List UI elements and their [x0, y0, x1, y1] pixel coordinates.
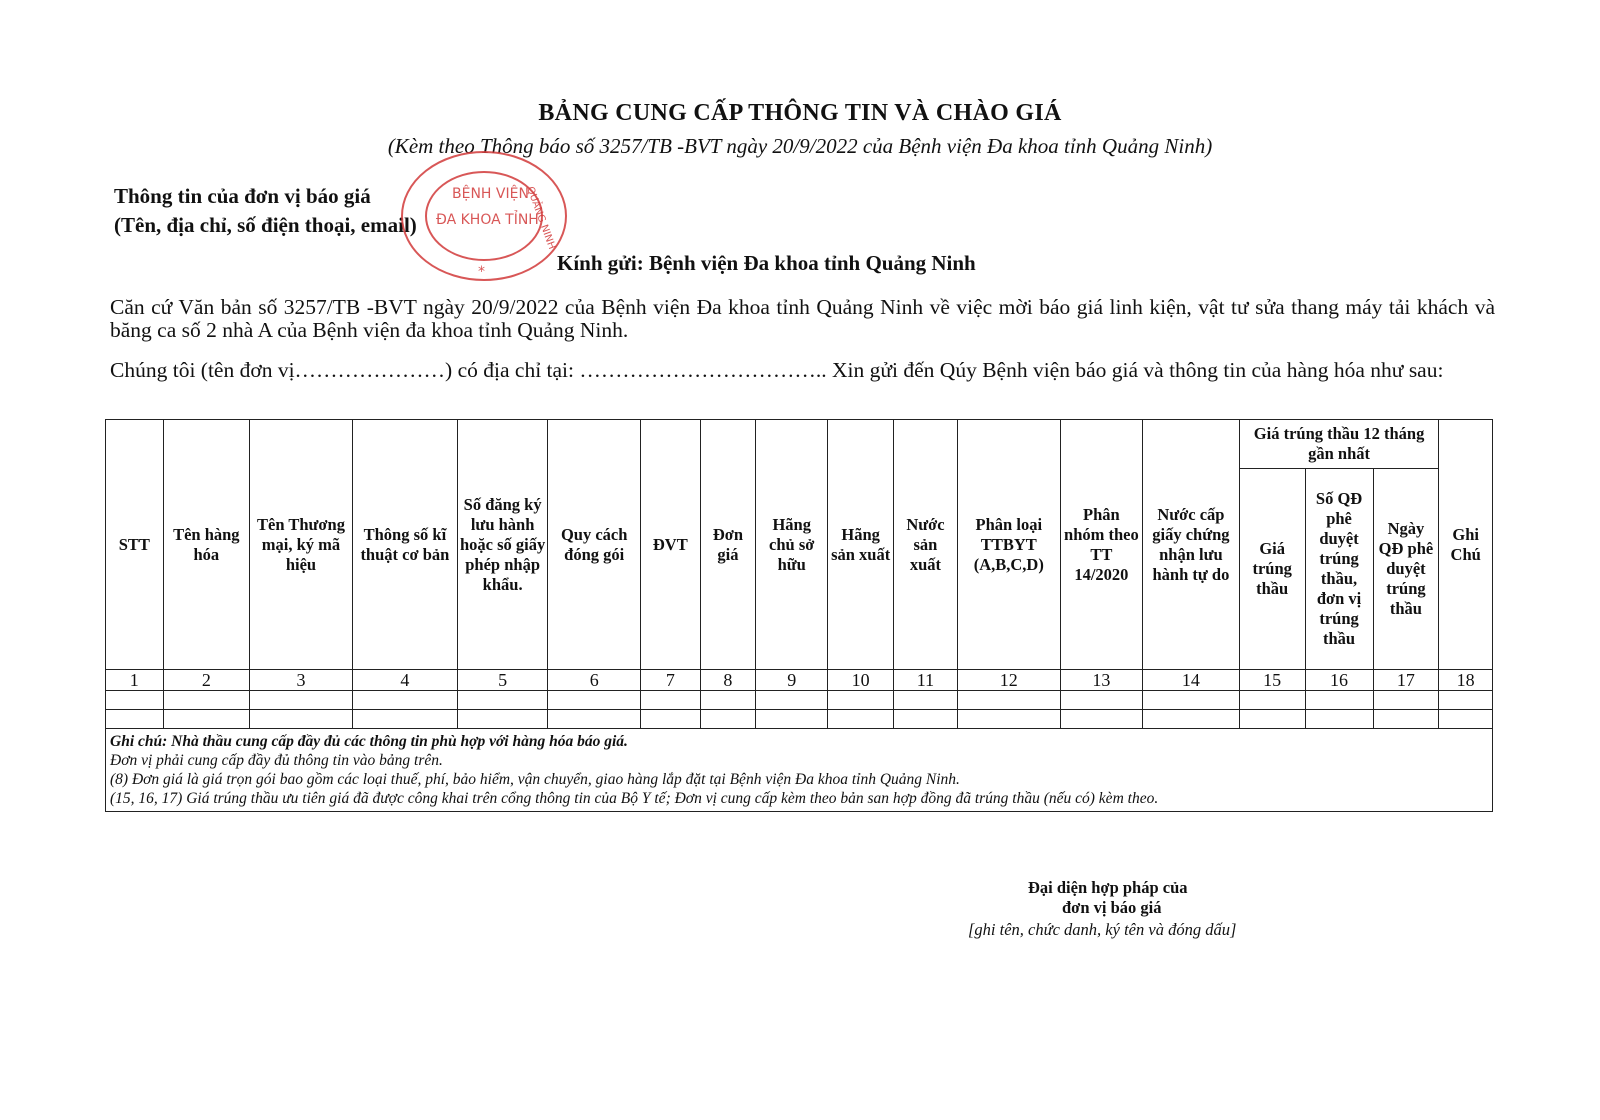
empty-cell: [1439, 691, 1493, 710]
vendor-info-label: Thông tin của đơn vị báo giá: [114, 184, 371, 208]
signature-instruction: [ghi tên, chức danh, ký tên và đóng dấu]: [968, 920, 1237, 939]
empty-cell: [756, 710, 828, 729]
empty-cell: [1305, 691, 1373, 710]
header-group: Phân nhóm theo TT 14/2020: [1060, 420, 1142, 670]
note-line: (15, 16, 17) Giá trúng thầu ưu tiên giá đã được công khai trên cổng thông tin của Bộ Y tế; Đơn vị cung cấp kèm theo bản san hợp đồng đã trúng thầu (nếu có) kèm theo.: [110, 790, 1159, 807]
empty-cell: [1305, 710, 1373, 729]
note-line: Ghi chú: Nhà thầu cung cấp đầy đủ các thông tin phù hợp với hàng hóa báo giá.: [110, 733, 628, 750]
empty-cell: [957, 691, 1060, 710]
header-decision-date: Ngày QĐ phê duyệt trúng thầu: [1373, 469, 1439, 670]
empty-cell: [1439, 710, 1493, 729]
vendor-statement: Chúng tôi (tên đơn vị…………………) có địa chỉ tại: …………………………….. Xin gửi đến Qúy Bệnh viện báo giá và thông tin của hàng hóa như sau:: [110, 358, 1444, 382]
empty-cell: [352, 691, 457, 710]
empty-cell: [106, 710, 164, 729]
empty-cell: [163, 691, 249, 710]
empty-cell: [250, 710, 353, 729]
empty-cell: [548, 710, 641, 729]
header-decision-number: Số QĐ phê duyệt trúng thầu, đơn vị trúng thầu: [1305, 469, 1373, 670]
column-number: 14: [1143, 670, 1240, 691]
note-line: Đơn vị phải cung cấp đầy đủ thông tin vào bảng trên.: [110, 752, 443, 769]
empty-cell: [1060, 710, 1142, 729]
column-number: 4: [352, 670, 457, 691]
empty-cell: [457, 691, 548, 710]
empty-cell: [163, 710, 249, 729]
empty-cell: [1143, 691, 1240, 710]
stamp-text-mid: ĐA KHOA TỈNH: [436, 212, 539, 228]
header-unit-price: Đơn giá: [700, 420, 756, 670]
empty-cell: [828, 691, 894, 710]
column-number: 10: [828, 670, 894, 691]
header-stt: STT: [106, 420, 164, 670]
header-unit: ĐVT: [640, 420, 700, 670]
column-number: 6: [548, 670, 641, 691]
column-number: 3: [250, 670, 353, 691]
empty-cell: [457, 710, 548, 729]
empty-row: [106, 710, 1493, 729]
empty-cell: [756, 691, 828, 710]
stamp-text-ring: QUẢNG NINH: [524, 185, 558, 251]
empty-cell: [1373, 691, 1439, 710]
empty-cell: [1373, 710, 1439, 729]
empty-cell: [250, 691, 353, 710]
column-number: 7: [640, 670, 700, 691]
empty-cell: [894, 691, 958, 710]
empty-cell: [548, 691, 641, 710]
empty-cell: [1239, 710, 1305, 729]
addressee: Kính gửi: Bệnh viện Đa khoa tỉnh Quảng Ninh: [557, 251, 976, 275]
column-number: 8: [700, 670, 756, 691]
document-subtitle: (Kèm theo Thông báo số 3257/TB -BVT ngày 20/9/2022 của Bệnh viện Đa khoa tỉnh Quảng Ninh): [387, 134, 1213, 158]
header-free-sale-country: Nước cấp giấy chứng nhận lưu hành tự do: [1143, 420, 1240, 670]
column-number: 11: [894, 670, 958, 691]
empty-cell: [1060, 691, 1142, 710]
empty-cell: [700, 710, 756, 729]
column-number: 15: [1239, 670, 1305, 691]
header-owner: Hãng chủ sở hữu: [756, 420, 828, 670]
hospital-stamp: [392, 148, 572, 288]
note-line: (8) Đơn giá là giá trọn gói bao gồm các loại thuế, phí, bảo hiểm, vận chuyển, giao hàng lắp đặt tại Bệnh viện Đa khoa tỉnh Quảng Ninh.: [110, 771, 960, 788]
column-number: 17: [1373, 670, 1439, 691]
header-note: Ghi Chú: [1439, 420, 1493, 670]
quotation-table: [105, 419, 1493, 812]
document-title: BẢNG CUNG CẤP THÔNG TIN VÀ CHÀO GIÁ: [538, 100, 1062, 126]
column-number: 5: [457, 670, 548, 691]
empty-cell: [352, 710, 457, 729]
column-number: 9: [756, 670, 828, 691]
empty-cell: [640, 691, 700, 710]
column-number-row: [106, 670, 1493, 691]
header-item-name: Tên hàng hóa: [163, 420, 249, 670]
svg-text:*: *: [478, 264, 485, 280]
signature-subtitle: đơn vị báo giá: [1062, 898, 1162, 917]
empty-cell: [640, 710, 700, 729]
signature-title: Đại diện hợp pháp của: [1028, 878, 1188, 897]
empty-cell: [894, 710, 958, 729]
empty-cell: [106, 691, 164, 710]
header-winning-price: Giá trúng thầu: [1239, 469, 1305, 670]
column-number: 18: [1439, 670, 1493, 691]
stamp-text-top: BỆNH VIỆN: [452, 186, 529, 202]
vendor-info-fields: (Tên, địa chỉ, số điện thoại, email): [114, 213, 417, 237]
column-number: 13: [1060, 670, 1142, 691]
intro-paragraph: Căn cứ Văn bản số 3257/TB -BVT ngày 20/9/2022 của Bệnh viện Đa khoa tỉnh Quảng Ninh về việc mời báo giá linh kiện, vật tư sửa thang máy tải khách và băng ca số 2 nhà A của Bệnh viện đa khoa tỉnh Quảng Ninh.: [110, 295, 1495, 342]
header-country: Nước sản xuất: [894, 420, 958, 670]
header-winning-price-group: Giá trúng thầu 12 tháng gần nhất: [1239, 420, 1439, 469]
empty-cell: [1239, 691, 1305, 710]
empty-cell: [957, 710, 1060, 729]
empty-cell: [700, 691, 756, 710]
empty-cell: [1143, 710, 1240, 729]
column-number: 16: [1305, 670, 1373, 691]
column-number: 2: [163, 670, 249, 691]
header-trade-name: Tên Thương mại, ký mã hiệu: [250, 420, 353, 670]
column-number: 12: [957, 670, 1060, 691]
header-registration: Số đăng ký lưu hành hoặc số giấy phép nhập khẩu.: [457, 420, 548, 670]
column-number: 1: [106, 670, 164, 691]
notes-cell: [106, 729, 1493, 812]
header-classification: Phân loại TTBYT (A,B,C,D): [957, 420, 1060, 670]
empty-row: [106, 691, 1493, 710]
header-packing: Quy cách đóng gói: [548, 420, 641, 670]
header-specs: Thông số kĩ thuật cơ bản: [352, 420, 457, 670]
empty-cell: [828, 710, 894, 729]
header-manufacturer: Hãng sản xuất: [828, 420, 894, 670]
